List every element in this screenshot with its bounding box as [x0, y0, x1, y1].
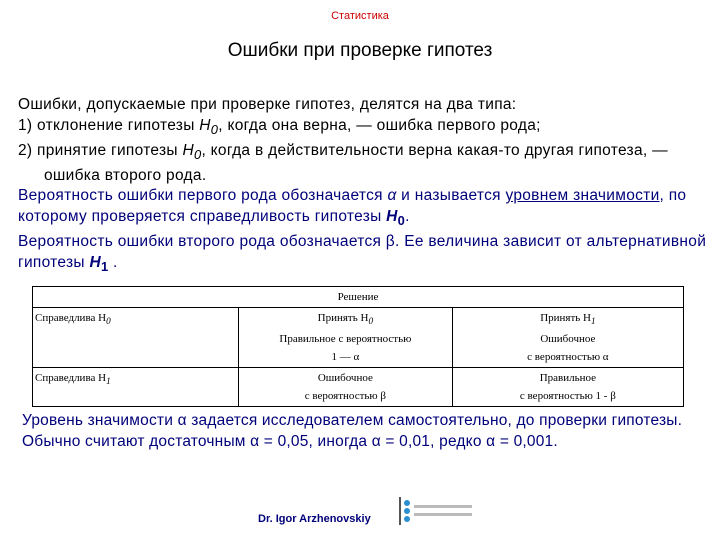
item-text: , когда в действительности верна какая-то другая гипотеза, — ошибка второго рода. [44, 142, 668, 185]
cell-text: Правильное с вероятностью [279, 333, 412, 346]
table-cell [238, 308, 452, 368]
row-label: Справедлива H [35, 312, 107, 324]
table-cell [238, 368, 452, 407]
table-row [33, 287, 684, 308]
cell-text: с вероятностью β [304, 390, 386, 403]
probability-block [18, 185, 708, 277]
hypothesis-symbol: H [89, 254, 101, 272]
hypothesis-subscript: 0 [210, 122, 219, 138]
hypothesis-symbol: H [199, 117, 211, 134]
item-number: 2) [18, 142, 33, 160]
author-name: Dr. Igor Arzhenovskiy [258, 513, 371, 525]
column-header: Принять H [317, 312, 369, 324]
decision-table [32, 286, 684, 407]
hypothesis-subscript: 0 [193, 147, 202, 163]
slide-title: Ошибки при проверке гипотез [227, 40, 493, 61]
cell-text: Ошибочное [317, 372, 373, 385]
cell-text: 1 — α [331, 351, 360, 364]
item-text: отклонение гипотезы [37, 117, 200, 134]
cell-text: с вероятностью 1 - β [519, 390, 616, 403]
subject-label: Статистика [331, 10, 389, 22]
table-cell [33, 368, 239, 407]
row-label-subscript: 1 [106, 376, 111, 387]
table-cell [33, 308, 239, 368]
institution-logo-icon [398, 495, 474, 527]
hypothesis-symbol: H [386, 208, 398, 225]
probability-text: Вероятность ошибки первого рода обозначается [18, 187, 388, 204]
decision-header: Решение [33, 287, 684, 308]
item-text: принятие гипотезы [37, 142, 183, 160]
probability-text: и называется [396, 187, 506, 204]
error-type-2 [18, 140, 708, 186]
row-label: Справедлива H [35, 372, 107, 385]
hypothesis-subscript: 1 [100, 259, 109, 275]
table-row [33, 308, 684, 368]
table-cell [452, 368, 683, 407]
column-header-subscript: 0 [368, 316, 374, 327]
cell-text: Правильное [539, 372, 597, 385]
hypothesis-symbol: H [182, 142, 194, 160]
probability-text: . [108, 254, 118, 272]
probability-text: , по которому проверяется справедливость гипотезы [18, 187, 687, 225]
cell-text: с вероятностью α [527, 351, 609, 364]
cell-text: Ошибочное [540, 333, 596, 346]
intro-line: Ошибки, допускаемые при проверке гипотез, делятся на два типа: [18, 96, 517, 113]
error-types-block [18, 94, 708, 186]
significance-term: уровнем значимости [505, 187, 660, 204]
row-label-subscript: 0 [106, 316, 111, 327]
item-text: , когда она верна, — ошибка первого рода; [218, 117, 541, 134]
table-row [33, 368, 684, 407]
item-number: 1) [18, 117, 33, 134]
column-header: Принять H [540, 312, 591, 324]
error-type-1 [18, 115, 708, 140]
probability-text: Вероятность ошибки второго рода обозначается β. Ее величина зависит от альтернативной гипотезы [18, 233, 707, 272]
hypothesis-subscript: 0 [397, 213, 406, 229]
probability-text: . [405, 208, 410, 225]
significance-paragraph: Уровень значимости α задается исследователем самостоятельно, до проверки гипотезы. Обычно считают достаточным α = 0,05, иногда α = 0,01, редко α = 0,001. [22, 412, 683, 450]
table-cell [452, 308, 683, 368]
column-header-subscript: 1 [590, 316, 596, 327]
alpha-symbol: α [387, 187, 397, 204]
